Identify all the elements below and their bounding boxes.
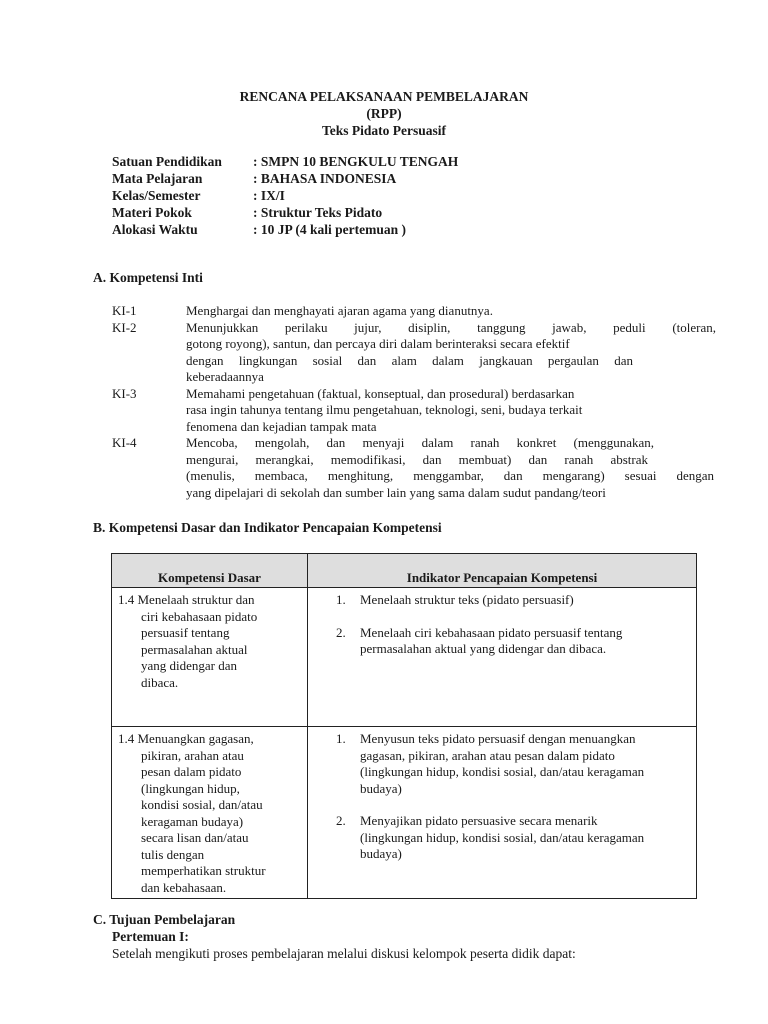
indicator-line: Menelaah ciri kebahasaan pidato persuasif tentang [360, 624, 623, 640]
kd-line: persuasif tentang [141, 625, 230, 640]
kd-number: 1.4 [118, 731, 135, 746]
identity-label: Mata Pelajaran [112, 171, 203, 186]
indicator-line: (lingkungan hidup, kondisi sosial, dan/atau keragaman [360, 829, 645, 845]
identity-value: : BAHASA INDONESIA [253, 171, 397, 186]
identity-value: : Struktur Teks Pidato [253, 205, 383, 220]
identity-row [112, 221, 458, 238]
table-header-row [112, 554, 697, 588]
table-row [112, 727, 697, 899]
section-c-heading: C. Tujuan Pembelajaran [93, 912, 236, 927]
ki-line: gotong royong), santun, dan percaya diri dalam berinteraksi secara efektif [186, 336, 570, 351]
kd-line: permasalahan aktual [141, 641, 248, 657]
kd-line: (lingkungan hidup, [141, 780, 240, 796]
identity-label: Alokasi Waktu [112, 222, 198, 237]
kompetensi-table [111, 553, 697, 899]
ki-line: Menghargai dan menghayati ajaran agama yang dianutnya. [186, 303, 493, 318]
identity-block [112, 153, 458, 238]
kd-line: dibaca. [141, 674, 179, 690]
indicator-cell [308, 588, 697, 727]
identity-value: : SMPN 10 BENGKULU TENGAH [253, 154, 459, 169]
indicator-item [336, 592, 688, 609]
title-line-1: RENCANA PELAKSANAAN PEMBELAJARAN [239, 89, 529, 104]
ki-line: keberadaannya [186, 369, 264, 384]
kd-line: Menuangkan gagasan, [137, 731, 254, 746]
indicator-cell [308, 727, 697, 899]
kompetensi-inti-list [112, 303, 716, 501]
indicator-line: Menyajikan pidato persuasive secara menarik [360, 813, 598, 828]
indicator-line: Menelaah struktur teks (pidato persuasif) [360, 592, 574, 607]
column-header-kd: Kompetensi Dasar [112, 554, 308, 588]
indicator-item [336, 731, 688, 797]
kd-line: dan kebahasaan. [141, 879, 227, 895]
document-title [0, 88, 768, 139]
kd-line: secara lisan dan/atau [141, 830, 249, 845]
identity-label: Materi Pokok [112, 205, 192, 220]
identity-row [112, 153, 458, 170]
ki-code: KI-1 [112, 303, 137, 318]
identity-label: Satuan Pendidikan [112, 154, 222, 169]
kd-number: 1.4 [118, 592, 135, 607]
ki-line: fenomena dan kejadian tampak mata [186, 418, 377, 434]
kd-line: Menelaah struktur dan [137, 592, 255, 607]
table-row [112, 588, 697, 727]
ki-line: Mencoba, mengolah, dan menyaji dalam ranah konkret (menggunakan, [186, 435, 654, 450]
ki-line: Menunjukkan perilaku jujur, disiplin, tanggung jawab, peduli (toleran, [186, 319, 716, 335]
identity-row [112, 187, 458, 204]
section-c-text: Setelah mengikuti proses pembelajaran melalui diskusi kelompok peserta didik dapat: [112, 946, 576, 961]
ki-code: KI-2 [112, 319, 137, 335]
ki-code: KI-4 [112, 435, 137, 450]
ki-code: KI-3 [112, 385, 137, 401]
indicator-line: budaya) [360, 780, 402, 796]
ki-item [112, 303, 716, 320]
identity-label: Kelas/Semester [112, 188, 201, 203]
indicator-line: gagasan, pikiran, arahan atau pesan dalam pidato [360, 747, 615, 763]
indicator-item [336, 625, 688, 658]
indicator-number: 2. [336, 624, 346, 640]
title-line-2: (RPP) [366, 106, 402, 121]
indicator-number: 1. [336, 592, 346, 607]
indicator-number: 2. [336, 813, 346, 828]
indicator-line: Menyusun teks pidato persuasif dengan menuangkan [360, 731, 636, 746]
ki-line: mengurai, merangkai, memodifikasi, dan membuat) dan ranah abstrak [186, 451, 648, 467]
ki-item [112, 320, 716, 386]
kd-line: memperhatikan struktur [141, 863, 266, 878]
kd-cell [112, 727, 308, 899]
indicator-line: budaya) [360, 846, 402, 861]
indicator-line: (lingkungan hidup, kondisi sosial, dan/atau keragaman [360, 764, 645, 779]
ki-item [112, 435, 716, 501]
section-c-subheading: Pertemuan I: [112, 929, 189, 944]
identity-row [112, 204, 458, 221]
column-header-indicator: Indikator Pencapaian Kompetensi [308, 554, 697, 588]
kd-cell [112, 588, 308, 727]
indicator-item [336, 813, 688, 863]
ki-line: Memahami pengetahuan (faktual, konseptual, dan prosedural) berdasarkan [186, 385, 575, 401]
ki-line: (menulis, membaca, menghitung, menggambar, dan mengarang) sesuai dengan [186, 468, 714, 483]
kd-line: keragaman budaya) [141, 813, 244, 829]
kd-line: pesan dalam pidato [141, 764, 242, 779]
indicator-line: permasalahan aktual yang didengar dan dibaca. [360, 641, 607, 656]
ki-line: rasa ingin tahunya tentang ilmu pengetahuan, teknologi, seni, budaya terkait [186, 402, 583, 417]
kd-line: yang didengar dan [141, 658, 238, 673]
title-line-3: Teks Pidato Persuasif [321, 123, 446, 138]
section-b-heading: B. Kompetensi Dasar dan Indikator Pencapaian Kompetensi [93, 520, 442, 535]
kd-line: kondisi sosial, dan/atau [141, 797, 263, 812]
identity-row [112, 170, 458, 187]
identity-value: : 10 JP (4 kali pertemuan ) [253, 222, 406, 237]
ki-line: dengan lingkungan sosial dan alam dalam jangkauan pergaulan dan [186, 352, 633, 368]
identity-value: : IX/I [253, 188, 285, 203]
ki-line: yang dipelajari di sekolah dan sumber lain yang sama dalam sudut pandang/teori [186, 484, 606, 500]
ki-item [112, 386, 716, 436]
kd-line: pikiran, arahan atau [141, 747, 244, 763]
kd-line: ciri kebahasaan pidato [141, 608, 258, 624]
section-a-heading: A. Kompetensi Inti [93, 270, 203, 285]
indicator-number: 1. [336, 731, 346, 746]
kd-line: tulis dengan [141, 846, 205, 862]
